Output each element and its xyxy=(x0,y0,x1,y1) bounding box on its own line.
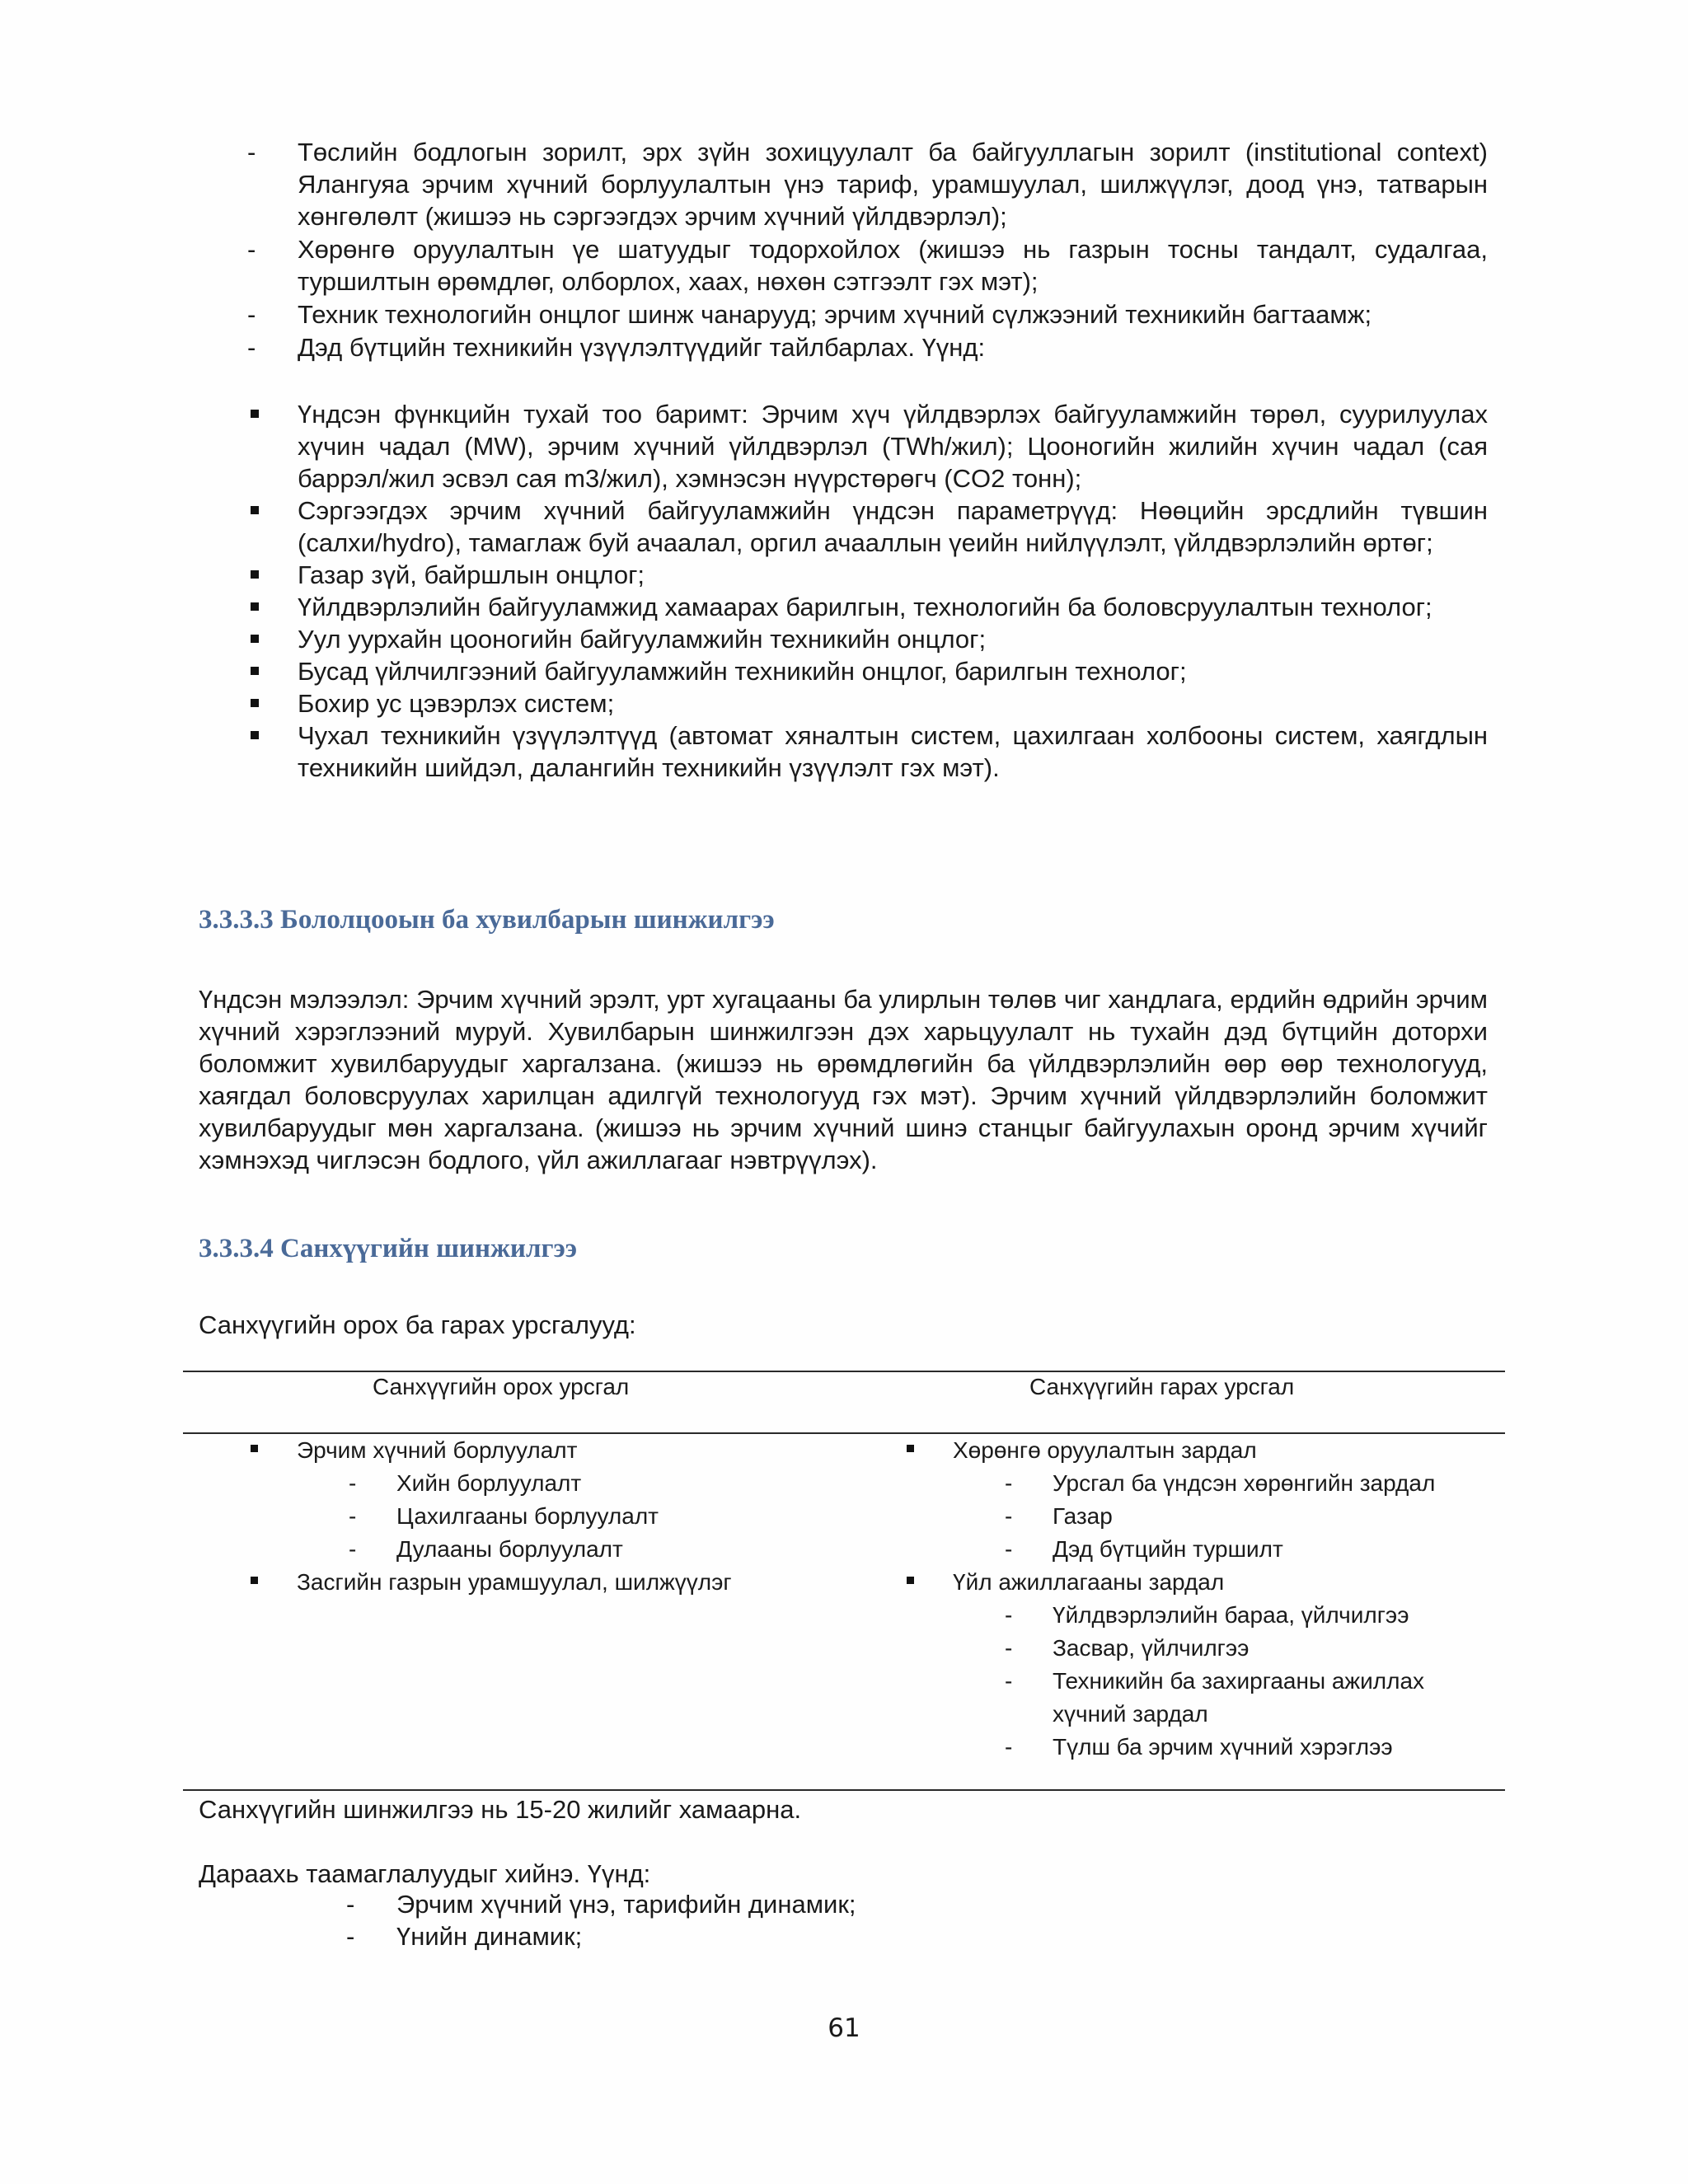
list-item xyxy=(198,1467,824,1500)
list-item-text: Засгийн газрын урамшуулал, шилжүүлэг xyxy=(297,1569,732,1595)
table-bottom-rule xyxy=(183,1789,1505,1791)
list-item xyxy=(854,1599,1480,1632)
list-item-text: Үнийн динамик; xyxy=(396,1922,583,1951)
list-item xyxy=(198,1434,824,1467)
square-bullet-icon xyxy=(251,667,259,675)
list-item-text: Түлш ба эрчим хүчний хэрэглээ xyxy=(1053,1734,1393,1760)
section-heading: 3.3.3.4 Санхүүгийн шинжилгээ xyxy=(199,1234,577,1263)
section-paragraph: Үндсэн мэлээлэл: Эрчим хүчний эрэлт, урт хугацааны ба улирлын төлөв чиг хандлага, ердийн өдрийн эрчим хүчний хэрэглээний муруй. Хувилбарын шинжилгээн дэх харьцуулалт нь тухайн дэд бүтцийн доторхи боломжит хувилбаруудыг харгалзана. (жишээ нь өрөмдлөгийн ба үйлдвэрлэлийн өөр өөр технологууд, хаягдал боловсруулах харилцан адилгүй технологууд гэх мэт). Эрчим хүчний үйлдвэрлэлийн боломжит хувилбаруудыг мөн харгалзана. (жишээ нь эрчим хүчний шинэ станцыг байгуулахын оронд эрчим хүчийг хэмнэхэд чиглэсэн бодлого, үйл ажиллагааг нэвтрүүлэх). xyxy=(199,985,1488,1174)
list-item xyxy=(198,1566,824,1599)
dash-marker: - xyxy=(247,235,256,264)
assumptions-intro: Дараахь таамаглалуудыг хийнэ. Үүнд: xyxy=(199,1859,651,1888)
dash-marker: - xyxy=(349,1470,357,1496)
list-item-text: Бусад үйлчилгээний байгууламжийн техникийн онцлог, барилгын технолог; xyxy=(298,657,1187,686)
list-item xyxy=(198,1920,1352,1952)
list-item-text: Хийн борлуулалт xyxy=(396,1470,582,1496)
list-item-text: Үйлдвэрлэлийн бараа, үйлчилгээ xyxy=(1053,1602,1409,1628)
list-item-text: Уул уурхайн цооногийн байгууламжийн техникийн онцлог; xyxy=(298,625,987,654)
list-item xyxy=(854,1632,1480,1665)
horizon-note: Санхүүгийн шинжилгээ нь 15-20 жилийг хамаарна. xyxy=(199,1795,802,1824)
list-item xyxy=(198,1533,824,1566)
section-intro: Санхүүгийн орох ба гарах урсгалууд: xyxy=(199,1310,636,1339)
dash-marker: - xyxy=(1005,1668,1013,1694)
list-item-text: Үндсэн фүнкцийн тухай тоо баримт: Эрчим хүч үйлдвэрлэх байгууламжийн төрөл, суурилуулах хүчин чадал (MW), эрчим хүчний үйлдвэрлэл (TWh/жил); Цооногийн жилийн хүчин чадал (сая баррэл/жил эсвэл сая m3/жил), хэмнэсэн нүүрстөрөгч (CO2 тонн); xyxy=(298,400,1488,493)
square-bullet-icon xyxy=(251,731,259,739)
dash-marker: - xyxy=(1005,1734,1013,1760)
list-item xyxy=(854,1434,1480,1467)
list-item xyxy=(854,1566,1480,1599)
square-bullet-icon xyxy=(251,506,259,514)
table-header-inflows: Санхүүгийн орох урсгал xyxy=(373,1374,630,1399)
list-item xyxy=(198,494,1488,559)
list-item-text: Эрчим хүчний борлуулалт xyxy=(297,1437,578,1463)
list-item xyxy=(854,1665,1481,1731)
square-bullet-icon xyxy=(907,1445,914,1452)
list-item-text: Үйл ажиллагааны зардал xyxy=(953,1569,1225,1595)
dash-marker: - xyxy=(349,1536,357,1562)
dash-marker: - xyxy=(1005,1635,1013,1661)
square-bullet-icon xyxy=(251,570,259,579)
dash-list xyxy=(198,136,1488,364)
assumptions-list xyxy=(198,1888,1352,1952)
list-item-text: Дэд бүтцийн туршилт xyxy=(1053,1536,1283,1562)
list-item xyxy=(198,1500,824,1533)
list-item xyxy=(854,1731,1480,1764)
square-bullet-icon xyxy=(251,1577,258,1584)
section-heading: 3.3.3.3 Бололцооын ба хувилбарын шинжилгээ xyxy=(199,905,775,935)
list-item xyxy=(198,298,1488,330)
dash-marker: - xyxy=(1005,1536,1013,1562)
list-item xyxy=(854,1467,1480,1500)
list-item xyxy=(198,623,1488,655)
list-item xyxy=(198,1888,1352,1920)
list-item-text: Газар зүй, байршлын онцлог; xyxy=(298,560,645,589)
list-item xyxy=(198,233,1488,298)
list-item-text: Урсгал ба үндсэн хөрөнгийн зардал xyxy=(1053,1470,1436,1496)
list-item-text: Үйлдвэрлэлийн байгууламжид хамаарах барилгын, технологийн ба боловсруулалтын технолог; xyxy=(298,593,1432,621)
dash-marker: - xyxy=(346,1922,355,1951)
dash-marker: - xyxy=(1005,1470,1013,1496)
square-bullet-icon xyxy=(251,699,259,707)
list-item-text: Дулааны борлуулалт xyxy=(396,1536,623,1562)
list-item xyxy=(198,655,1488,687)
square-bullet-icon xyxy=(251,635,259,643)
list-item-text: Чухал техникийн үзүүлэлтүүд (автомат хяналтын систем, цахилгаан холбооны систем, хаягдлын техникийн шийдэл, далангийн техникийн үзүүлэлт гэх мэт). xyxy=(298,721,1488,782)
list-item xyxy=(198,719,1488,784)
list-item xyxy=(198,687,1488,719)
dash-marker: - xyxy=(1005,1602,1013,1628)
dash-marker: - xyxy=(247,333,256,362)
square-bullet-icon xyxy=(251,410,259,418)
list-item-text: Эрчим хүчний үнэ, тарифийн динамик; xyxy=(396,1890,856,1919)
list-item xyxy=(198,591,1488,623)
list-item-text: Хөрөнгө оруулалтын үе шатуудыг тодорхойлох (жишээ нь газрын тосны тандалт, судалгаа, туршилтын өрөмдлөг, олборлох, хаах, нөхөн сэтгээлт гэх мэт); xyxy=(298,235,1488,296)
square-bullet-icon xyxy=(251,1445,258,1452)
list-item xyxy=(198,136,1488,232)
dash-marker: - xyxy=(346,1890,355,1919)
table-header-outflows: Санхүүгийн гарах урсгал xyxy=(1029,1374,1295,1399)
list-item xyxy=(198,331,1488,363)
list-item-text: Газар xyxy=(1053,1503,1113,1529)
bullet-list xyxy=(198,398,1488,784)
list-item xyxy=(198,398,1488,494)
list-item xyxy=(854,1533,1480,1566)
dash-marker: - xyxy=(349,1503,357,1529)
dash-marker: - xyxy=(247,300,256,329)
list-item xyxy=(854,1500,1480,1533)
list-item-text: Дэд бүтцийн техникийн үзүүлэлтүүдийг тайлбарлах. Үүнд: xyxy=(298,333,986,362)
list-item-text: Засвар, үйлчилгээ xyxy=(1053,1635,1250,1661)
list-item-text: Сэргээгдэх эрчим хүчний байгууламжийн үндсэн параметрүүд: Нөөцийн эрсдлийн түвшин (салхи/hydro), тамаглаж буй ачаалал, оргил ачааллын үеийн нийлүүлэлт, үйлдвэрлэлийн өртөг; xyxy=(298,496,1488,557)
dash-marker: - xyxy=(247,138,256,166)
list-item-text: Цахилгааны борлуулалт xyxy=(396,1503,659,1529)
list-item-text: Хөрөнгө оруулалтын зардал xyxy=(953,1437,1257,1463)
list-item-text: Техникийн ба захиргааны ажиллах хүчний зардал xyxy=(1053,1668,1425,1727)
table-cell-inflows xyxy=(198,1434,824,1599)
square-bullet-icon xyxy=(251,602,259,611)
list-item xyxy=(198,559,1488,591)
table-top-rule xyxy=(183,1371,1505,1372)
list-item-text: Техник технологийн онцлог шинж чанарууд; эрчим хүчний сүлжээний техникийн багтаамж; xyxy=(298,300,1372,329)
dash-marker: - xyxy=(1005,1503,1013,1529)
table-cell-outflows xyxy=(854,1434,1480,1764)
page-number: 61 xyxy=(828,2013,860,2043)
list-item-text: Төслийн бодлогын зорилт, эрх зүйн зохицуулалт ба байгууллагын зорилт (institutional context) Ялангуяа эрчим хүчний борлуулалтын үнэ тариф, урамшуулал, шилжүүлэг, доод үнэ, татварын хөнгөлөлт (жишээ нь сэргээгдэх эрчим хүчний үйлдвэрлэл); xyxy=(298,138,1488,231)
list-item-text: Бохир ус цэвэрлэх систем; xyxy=(298,689,615,718)
square-bullet-icon xyxy=(907,1577,914,1584)
